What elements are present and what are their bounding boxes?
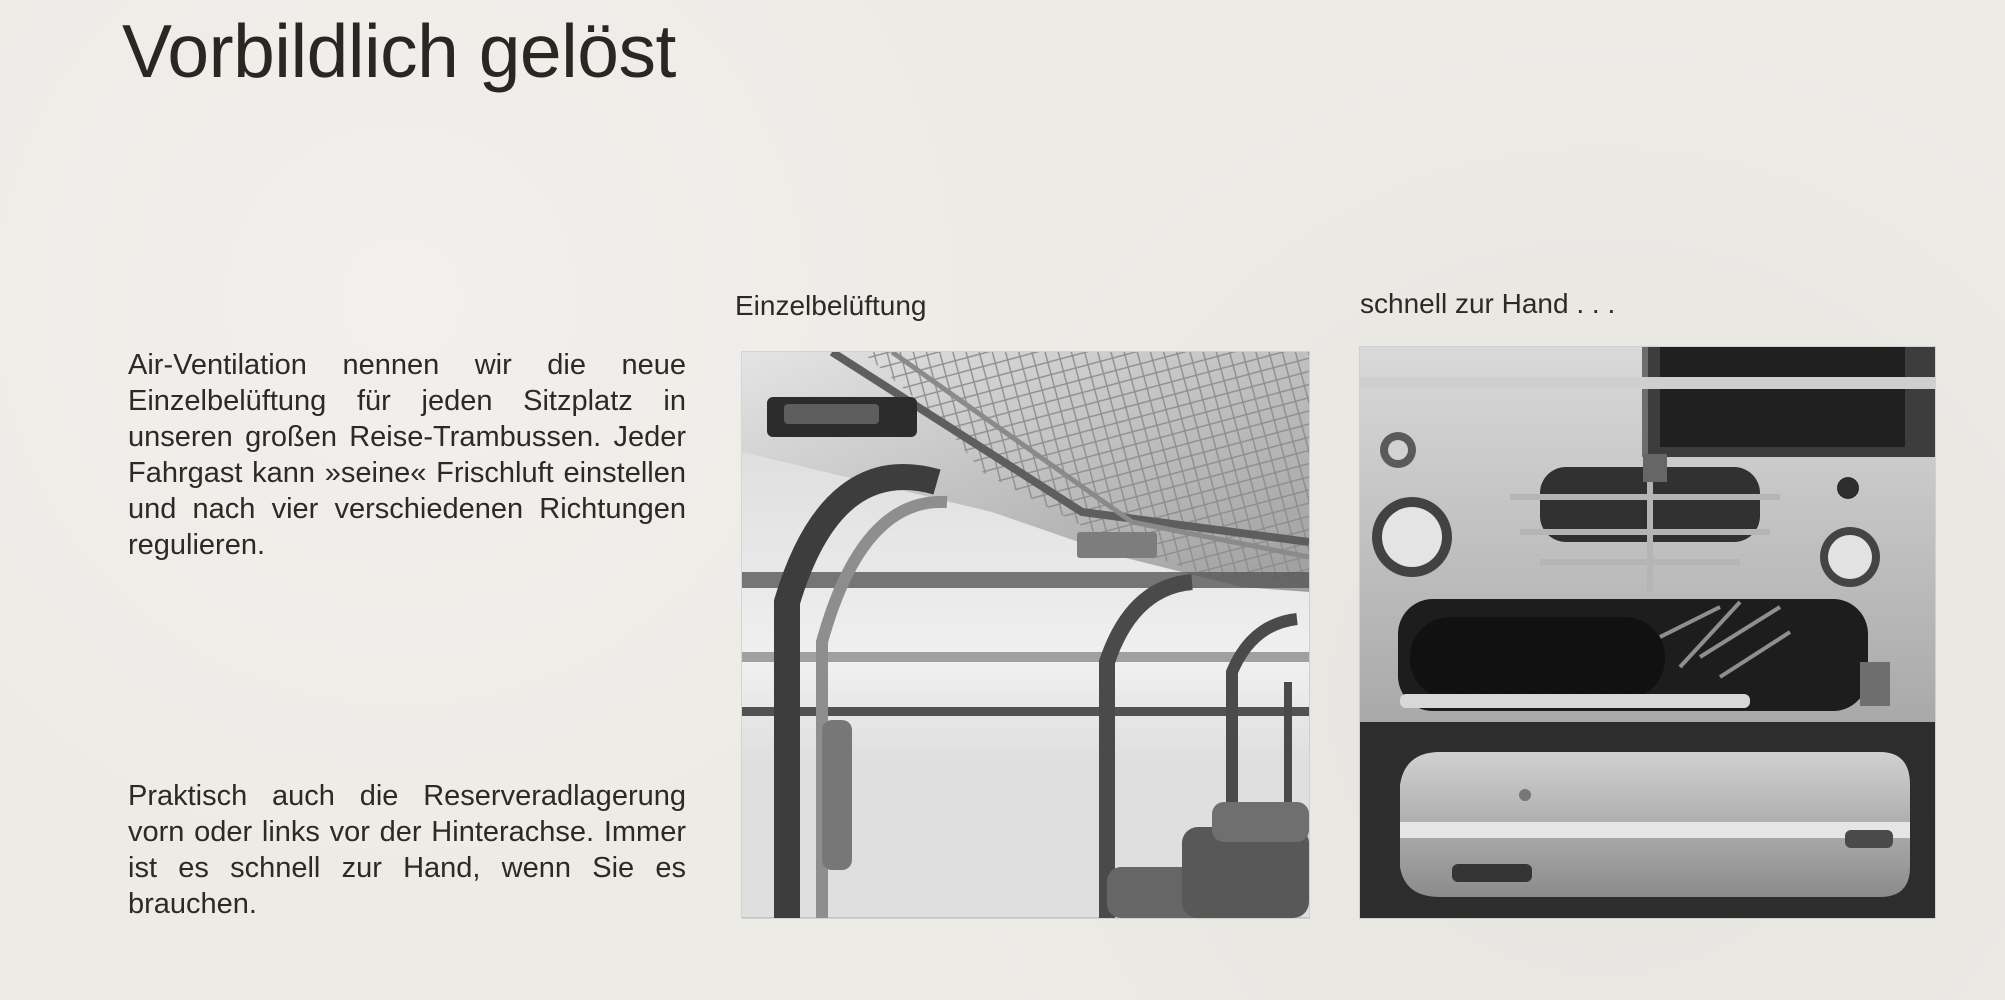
bus-interior-photo	[742, 352, 1309, 918]
spare-wheel-paragraph: Praktisch auch die Reserveradlagerung vorn oder links vor der Hinterachse. Immer ist es schnell zur Hand, wenn Sie es brauchen.	[128, 780, 686, 920]
bus-front-photo	[1360, 347, 1935, 918]
photo-caption-ventilation: Einzelbelüftung	[735, 290, 927, 321]
page-title: Vorbildlich gelöst	[122, 9, 676, 93]
ventilation-paragraph: Air-Ventilation nennen wir die neue Einzelbelüftung für jeden Sitzplatz in unseren großen Reise-Trambussen. Jeder Fahrgast kann »seine« Frischluft einstellen und nach vier verschiedenen Richtungen regulieren.	[128, 349, 686, 561]
photo-caption-spare-wheel: schnell zur Hand . . .	[1360, 288, 1616, 319]
